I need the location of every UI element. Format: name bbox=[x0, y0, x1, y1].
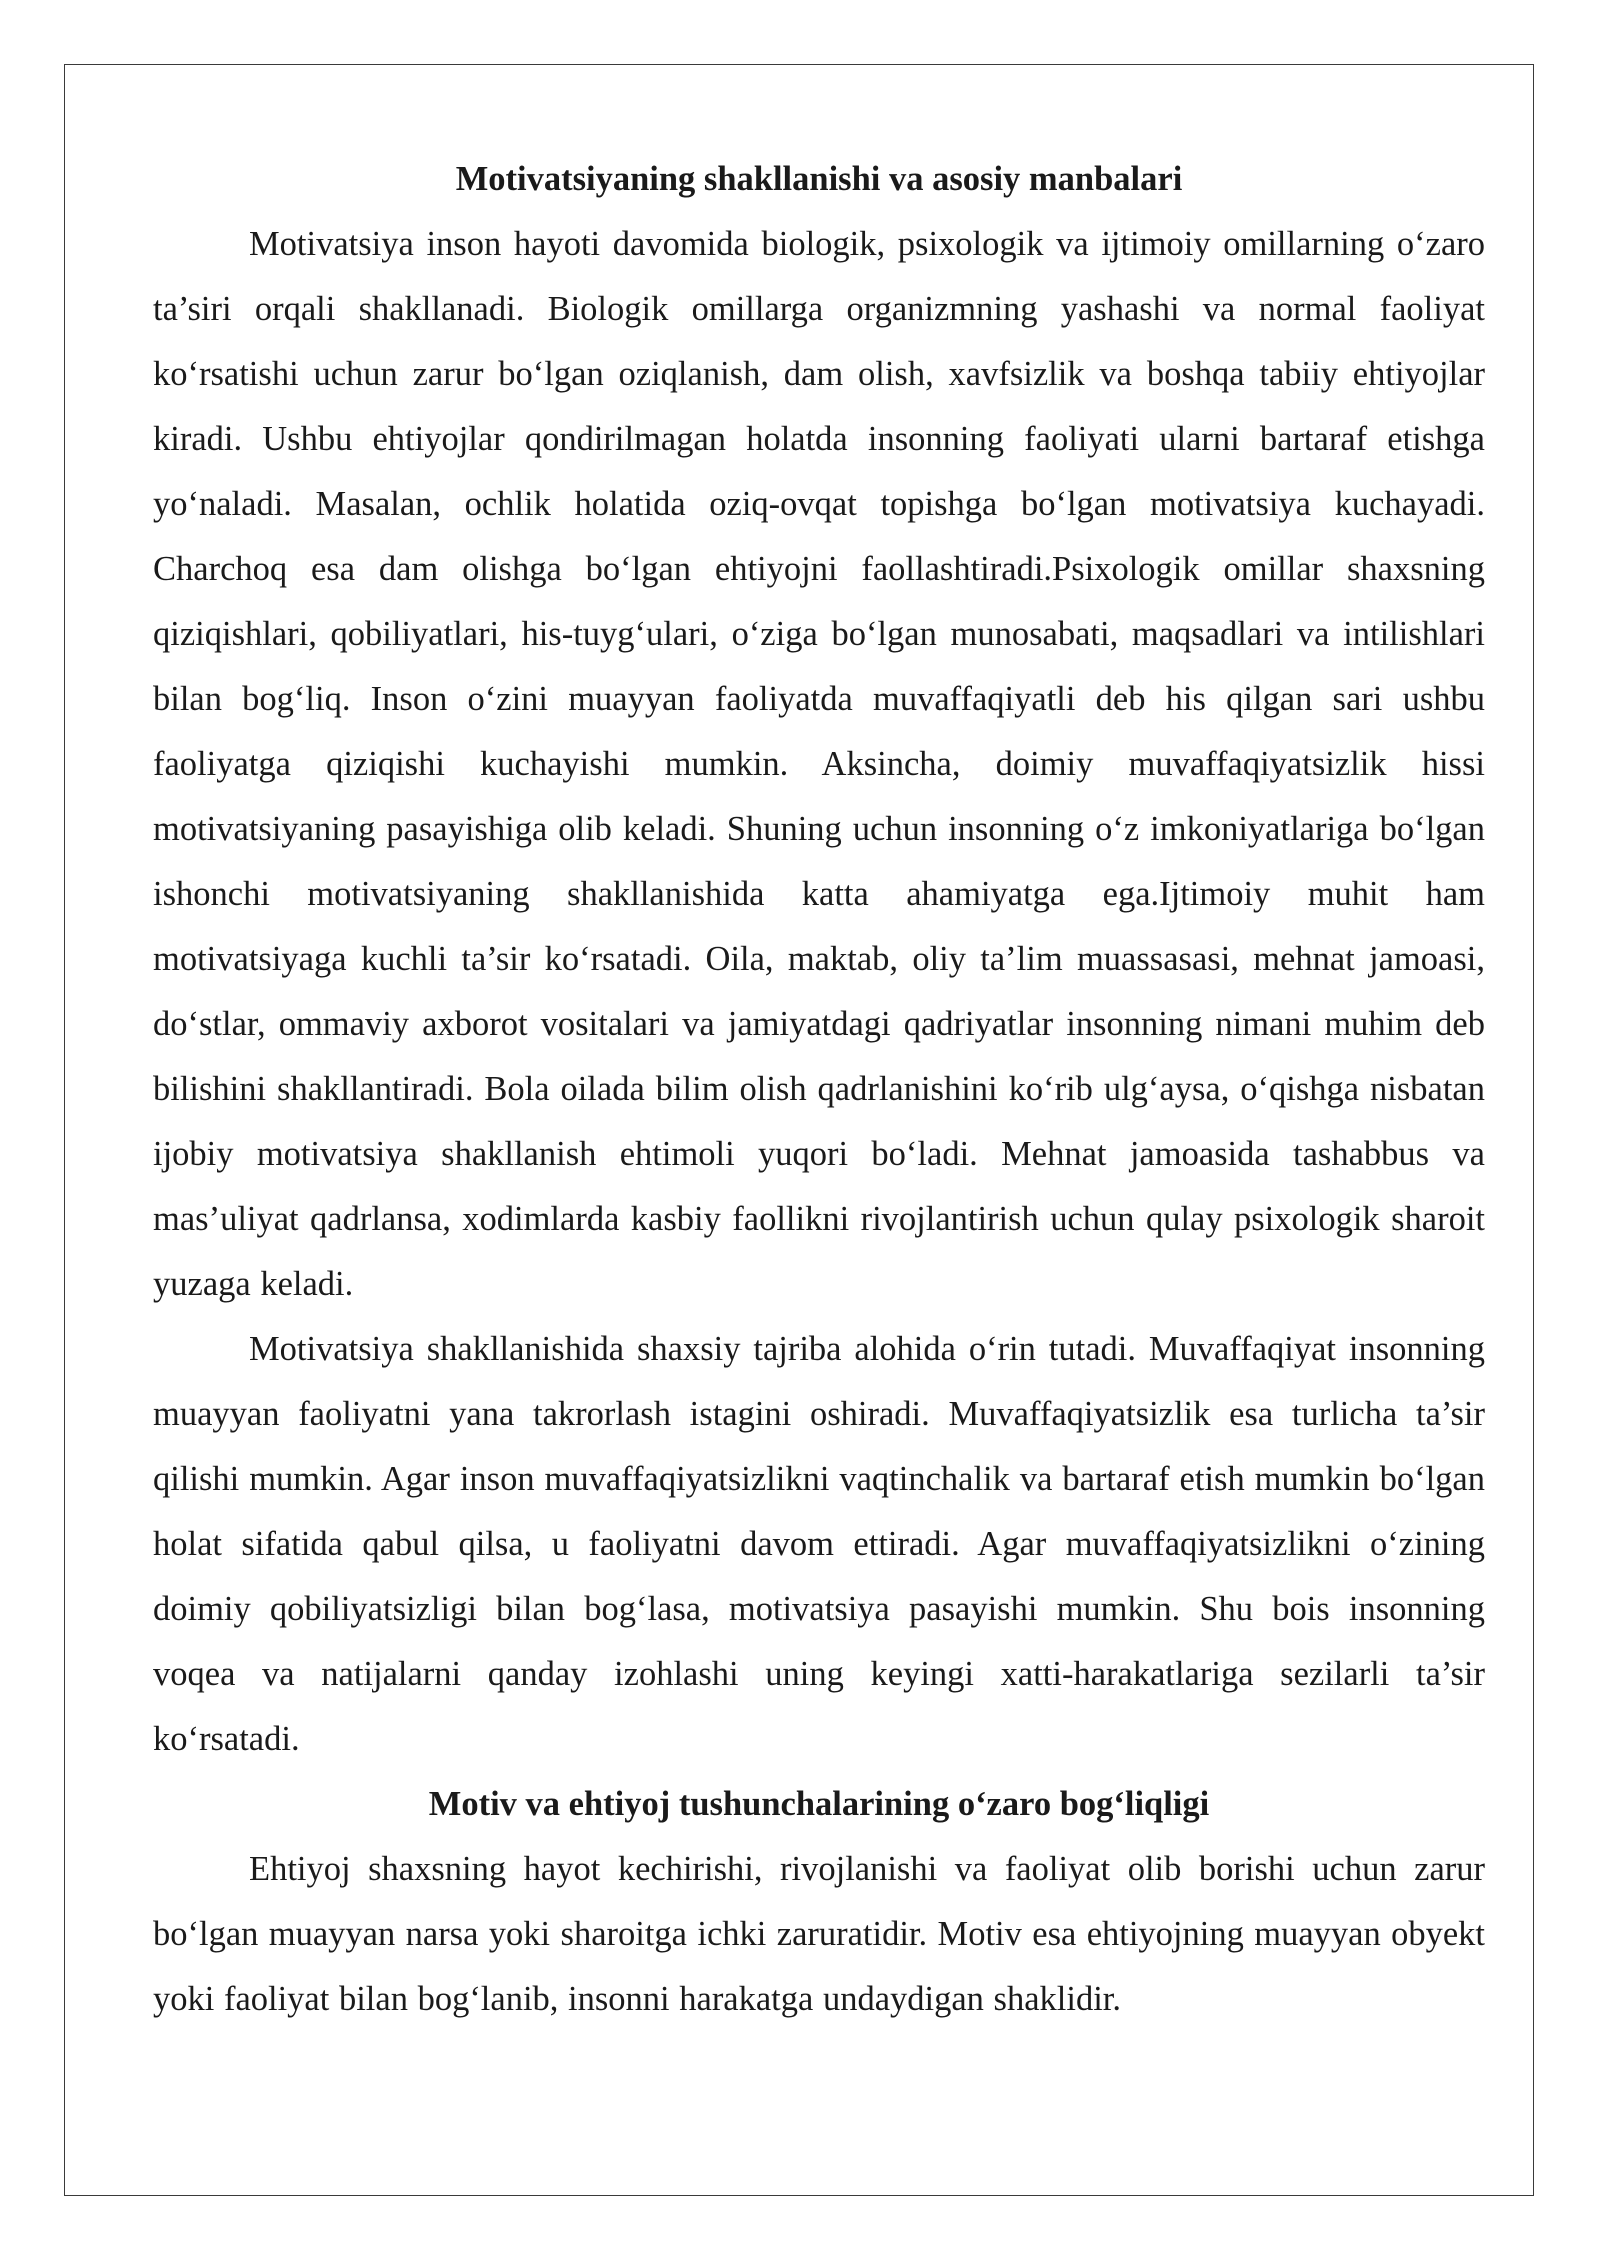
paragraph: Motivatsiya inson hayoti davomida biologik, psixologik va ijtimoiy omillarning o‘zaro ta’siri orqali shakllanadi. Biologik omillarga organizmning yashashi va normal faoliyat ko‘rsatishi uchun zarur bo‘lgan oziqlanish, dam olish, xavfsizlik va boshqa tabiiy ehtiyojlar kiradi. Ushbu ehtiyojlar qondirilmagan holatda insonning faoliyati ularni bartaraf etishga yo‘naladi. Masalan, ochlik holatida oziq-ovqat topishga bo‘lgan motivatsiya kuchayadi. Charchoq esa dam olishga bo‘lgan ehtiyojni faollashtiradi.Psixologik omillar shaxsning qiziqishlari, qobiliyatlari, his-tuyg‘ulari, o‘ziga bo‘lgan munosabati, maqsadlari va intilishlari bilan bog‘liq. Inson o‘zini muayyan faoliyatda muvaffaqiyatli deb his qilgan sari ushbu faoliyatga qiziqishi kuchayishi mumkin. Aksincha, doimiy muvaffaqiyatsizlik hissi motivatsiyaning pasayishiga olib keladi. Shuning uchun insonning o‘z imkoniyatlariga bo‘lgan ishonchi motivatsiyaning shakllanishida katta ahamiyatga ega.Ijtimoiy muhit ham motivatsiyaga kuchli ta’sir ko‘rsatadi. Oila, maktab, oliy ta’lim muassasasi, mehnat jamoasi, do‘stlar, ommaviy axborot vositalari va jamiyatdagi qadriyatlar insonning nimani muhim deb bilishini shakllantiradi. Bola oilada bilim olish qadrlanishini ko‘rib ulg‘aysa, o‘qishga nisbatan ijobiy motivatsiya shakllanish ehtimoli yuqori bo‘ladi. Mehnat jamoasida tashabbus va mas’uliyat qadrlansa, xodimlarda kasbiy faollikni rivojlantirish uchun qulay psixologik sharoit yuzaga keladi. bbox=[153, 225, 1485, 1303]
paragraph: Motivatsiya shakllanishida shaxsiy tajriba alohida o‘rin tutadi. Muvaffaqiyat insonning muayyan faoliyatni yana takrorlash istagini oshiradi. Muvaffaqiyatsizlik esa turlicha ta’sir qilishi mumkin. Agar inson muvaffaqiyatsizlikni vaqtinchalik va bartaraf etish mumkin bo‘lgan holat sifatida qabul qilsa, u faoliyatni davom ettiradi. Agar muvaffaqiyatsizlikni o‘zining doimiy qobiliyatsizligi bilan bog‘lasa, motivatsiya pasayishi mumkin. Shu bois insonning voqea va natijalarni qanday izohlashi uning keyingi xatti-harakatlariga sezilarli ta’sir ko‘rsatadi. bbox=[153, 1330, 1485, 1758]
section-heading-motivation-formation: Motivatsiyaning shakllanishi va asosiy manbalari bbox=[455, 160, 1183, 198]
section-heading-motive-and-need: Motiv va ehtiyoj tushunchalarining o‘zaro bog‘liqligi bbox=[428, 1785, 1210, 1823]
paragraph: Ehtiyoj shaxsning hayot kechirishi, rivojlanishi va faoliyat olib borishi uchun zarur bo‘lgan muayyan narsa yoki sharoitga ichki zaruratidir. Motiv esa ehtiyojning muayyan obyekt yoki faoliyat bilan bog‘lanib, insonni harakatga undaydigan shaklidir. bbox=[153, 1850, 1485, 2018]
document-body bbox=[153, 147, 1485, 2032]
